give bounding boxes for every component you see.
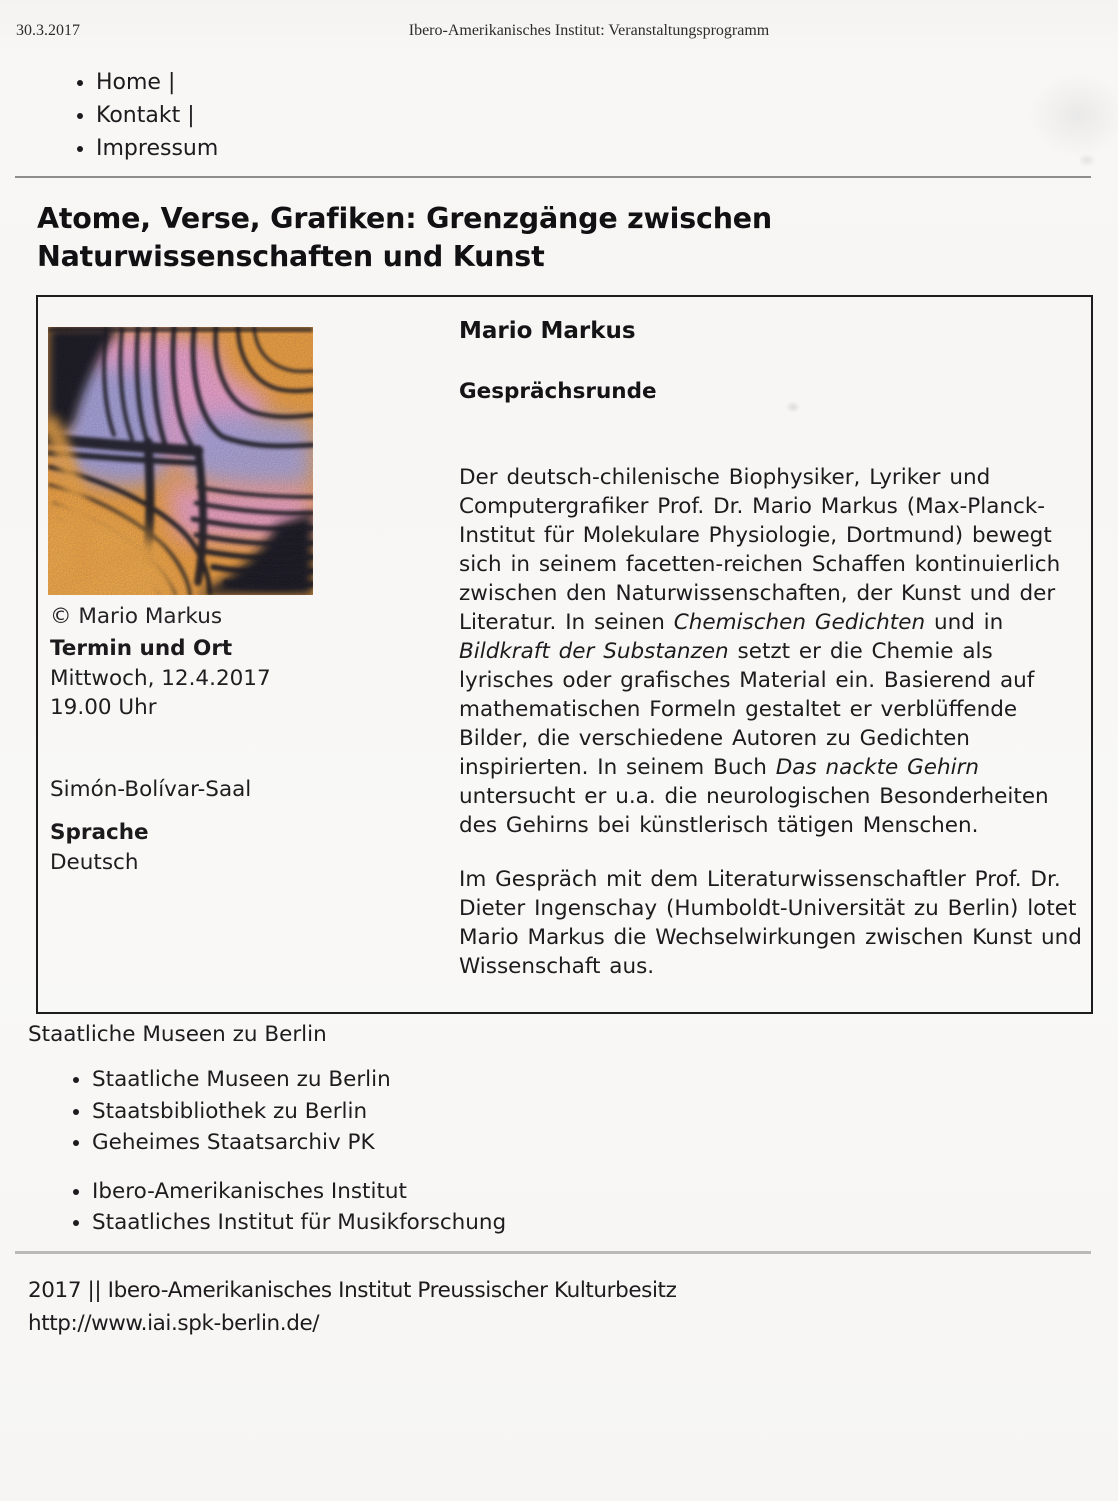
institutions-list — [92, 1064, 506, 1239]
institution-item-musikforschung[interactable]: • Staatliches Institut für Musikforschung — [92, 1207, 506, 1239]
institution-item-staatsbibliothek[interactable]: • Staatsbibliothek zu Berlin — [92, 1096, 506, 1128]
institutions-heading: Staatliche Museen zu Berlin — [28, 1022, 327, 1047]
nav-item-home[interactable]: • Home | — [96, 66, 218, 99]
document-header-title: Ibero-Amerikanisches Institut: Veranstaltungsprogramm — [408, 22, 770, 39]
top-divider — [15, 176, 1091, 178]
event-time: 19.00 Uhr — [50, 695, 157, 720]
nav-item-kontakt[interactable]: • Kontakt | — [96, 99, 218, 132]
event-description-paragraph-2: Im Gespräch mit dem Literaturwissenschaftler Prof. Dr. Dieter Ingenschay (Humboldt-Universität zu Berlin) lotet Mario Markus die Wechselwirkungen zwischen Kunst und Wissenschaft aus. — [459, 867, 1082, 979]
event-language: Deutsch — [50, 850, 139, 875]
termin-und-ort-heading: Termin und Ort — [50, 636, 233, 661]
footer-url-link[interactable]: http://www.iai.spk-berlin.de/ — [28, 1311, 320, 1336]
footer-copyright-line: 2017 || Ibero-Amerikanisches Institut Preussischer Kulturbesitz — [28, 1278, 677, 1303]
event-right-column — [459, 318, 1091, 981]
institution-item-ibero-amerikanisches-institut[interactable]: • Ibero-Amerikanisches Institut — [92, 1176, 506, 1208]
institution-item-geheimes-staatsarchiv[interactable]: • Geheimes Staatsarchiv PK — [92, 1127, 506, 1159]
institution-item-staatliche-museen[interactable]: • Staatliche Museen zu Berlin — [92, 1064, 506, 1096]
event-artwork-image — [48, 327, 313, 595]
page-title-line-1: Atome, Verse, Grafiken: Grenzgänge zwischen — [37, 202, 773, 235]
event-description-paragraph-1: Der deutsch-chilenische Biophysiker, Lyriker und Computergrafiker Prof. Dr. Mario Markus (Max-Planck-Institut für Molekulare Physiologie, Dortmund) bewegt sich in seinem facetten-reichen Schaffen kontinuierlich zwischen den Naturwissenschaften, der Kunst und der Literatur. In seinen Chemischen Gedichten und in Bildkraft der Substanzen setzt er die Chemie als lyrisches oder grafisches Material ein. Basierend auf mathematischen Formeln gestaltet er verblüffende Bilder, die verschiedene Autoren zu Gedichten inspirierten. In seinem Buch Das nackte Gehirn untersucht er u.a. die neurologischen Besonderheiten des Gehirns bei künstlerisch tätigen Menschen. — [459, 465, 1061, 838]
nav-item-impressum[interactable]: • Impressum — [96, 132, 218, 165]
speaker-name: Mario Markus — [459, 318, 636, 344]
print-date: 30.3.2017 — [16, 22, 80, 39]
page-title-line-2: Naturwissenschaften und Kunst — [37, 240, 545, 273]
event-type-label: Gesprächsrunde — [459, 379, 657, 404]
sprache-heading: Sprache — [50, 820, 149, 845]
event-date: Mittwoch, 12.4.2017 — [50, 666, 271, 691]
event-location: Simón-Bolívar-Saal — [50, 777, 252, 802]
bottom-divider — [15, 1251, 1091, 1254]
abstract-chaos-artwork-icon — [48, 327, 313, 595]
nav-list — [96, 66, 218, 165]
page-title — [37, 200, 772, 276]
event-details-box — [36, 295, 1093, 1014]
event-left-column — [48, 327, 443, 877]
artwork-copyright-caption: © Mario Markus — [50, 604, 223, 629]
